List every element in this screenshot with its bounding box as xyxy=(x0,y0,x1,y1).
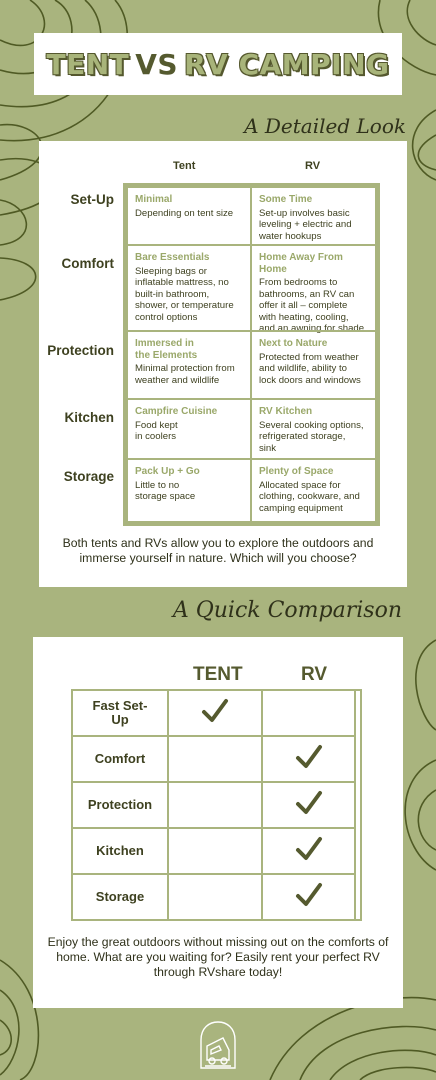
qc-row-label-comfort xyxy=(71,735,169,783)
cell-title: Some Time xyxy=(259,194,313,205)
qc-cell-rv-fast-set-up xyxy=(261,689,356,737)
cell-rv-protection xyxy=(250,330,377,400)
qc-row-label-protection xyxy=(71,781,169,829)
cell-body: Several cooking options, refrigerated storage, sink xyxy=(259,419,364,454)
detailed-look-paragraph: Both tents and RVs allow you to explore the outdoors and immerse yourself in nature. Which will you choose? xyxy=(62,536,374,565)
quick-comparison-heading: A Quick Comparison xyxy=(172,598,402,623)
closing-paragraph: Enjoy the great outdoors without missing out on the comforts of home. What are you waiting for? Easily rent your perfect RV through RVshare today! xyxy=(47,935,389,979)
cell-rv-storage xyxy=(250,458,377,523)
row-label-kitchen: Kitchen xyxy=(64,410,114,425)
detailed-comparison-table xyxy=(123,183,380,526)
row-label-storage: Storage xyxy=(63,469,114,484)
qc-cell-tent-fast-set-up xyxy=(167,689,263,737)
qc-label-text: Comfort xyxy=(94,751,146,766)
checkmark-icon xyxy=(295,836,323,867)
qc-column-header-tent: TENT xyxy=(193,664,243,685)
cell-rv-setup xyxy=(250,186,377,246)
qc-label-text: Kitchen xyxy=(96,843,144,858)
cell-title: Minimal xyxy=(135,194,173,205)
column-header-rv: RV xyxy=(305,160,321,172)
cell-body: Minimal protection from weather and wildlife xyxy=(135,363,235,386)
rvshare-logo-icon xyxy=(197,1020,239,1070)
cell-body: Little to no storage space xyxy=(135,479,196,502)
cell-title: Bare Essentials xyxy=(135,252,210,263)
title-vs: VS xyxy=(135,47,179,81)
qc-cell-tent-kitchen xyxy=(167,827,263,875)
qc-cell-tent-comfort xyxy=(167,735,263,783)
checkmark-icon xyxy=(295,744,323,775)
cell-body: Sleeping bags or inflatable mattress, no built-in bathroom, shower, or temperature control options xyxy=(135,265,234,323)
row-label-setup: Set-Up xyxy=(70,192,114,207)
cell-title: Home Away From Home xyxy=(259,252,343,275)
cell-tent-storage xyxy=(126,458,252,523)
qc-row-label-storage xyxy=(71,873,169,921)
cell-tent-protection xyxy=(126,330,252,400)
cell-body: Set-up involves basic leveling + electric and water hookups xyxy=(259,207,352,242)
cell-body: Protected from weather and wildlife, ability to lock doors and windows xyxy=(259,351,361,386)
qc-cell-tent-storage xyxy=(167,873,263,921)
detailed-look-heading: A Detailed Look xyxy=(244,114,406,138)
cell-body: From bedrooms to bathrooms, an RV can offer it all – complete with heating, cooling, and an awning for shade xyxy=(259,277,365,334)
title-banner xyxy=(34,33,402,95)
qc-label-text: Protection xyxy=(87,797,153,812)
qc-cell-rv-storage xyxy=(261,873,356,921)
checkmark-icon xyxy=(295,882,323,913)
checkmark-icon xyxy=(295,790,323,821)
qc-column-header-rv: RV xyxy=(301,664,328,685)
cell-title: Plenty of Space xyxy=(259,466,334,477)
column-header-tent: Tent xyxy=(173,160,196,172)
checkmark-icon xyxy=(201,698,229,729)
cell-tent-setup xyxy=(126,186,252,246)
qc-label-text: Storage xyxy=(95,889,145,904)
qc-cell-tent-protection xyxy=(167,781,263,829)
qc-label-text: Fast Set- Up xyxy=(92,698,148,727)
qc-row-label-kitchen xyxy=(71,827,169,875)
cell-title: Pack Up + Go xyxy=(135,466,200,477)
cell-body: Depending on tent size xyxy=(135,207,234,219)
cell-title: Campfire Cuisine xyxy=(135,406,218,417)
title-rv-camping: RV CAMPING xyxy=(184,47,390,81)
cell-body: Allocated space for clothing, cookware, and camping equipment xyxy=(259,479,360,514)
cell-tent-comfort xyxy=(126,244,252,332)
title-tent: TENT xyxy=(46,47,130,81)
row-label-protection: Protection xyxy=(47,343,114,358)
row-label-comfort: Comfort xyxy=(61,256,114,271)
cell-title: Immersed in the Elements xyxy=(135,338,198,361)
qc-cell-rv-kitchen xyxy=(261,827,356,875)
qc-cell-rv-comfort xyxy=(261,735,356,783)
qc-row-label-fast-set-up xyxy=(71,689,169,737)
cell-rv-kitchen xyxy=(250,398,377,460)
cell-title: RV Kitchen xyxy=(259,406,313,417)
quick-comparison-table xyxy=(71,689,362,921)
cell-rv-comfort xyxy=(250,244,377,332)
cell-title: Next to Nature xyxy=(259,338,328,349)
cell-body: Food kept in coolers xyxy=(135,419,178,442)
cell-tent-kitchen xyxy=(126,398,252,460)
qc-cell-rv-protection xyxy=(261,781,356,829)
page-title xyxy=(46,48,389,81)
